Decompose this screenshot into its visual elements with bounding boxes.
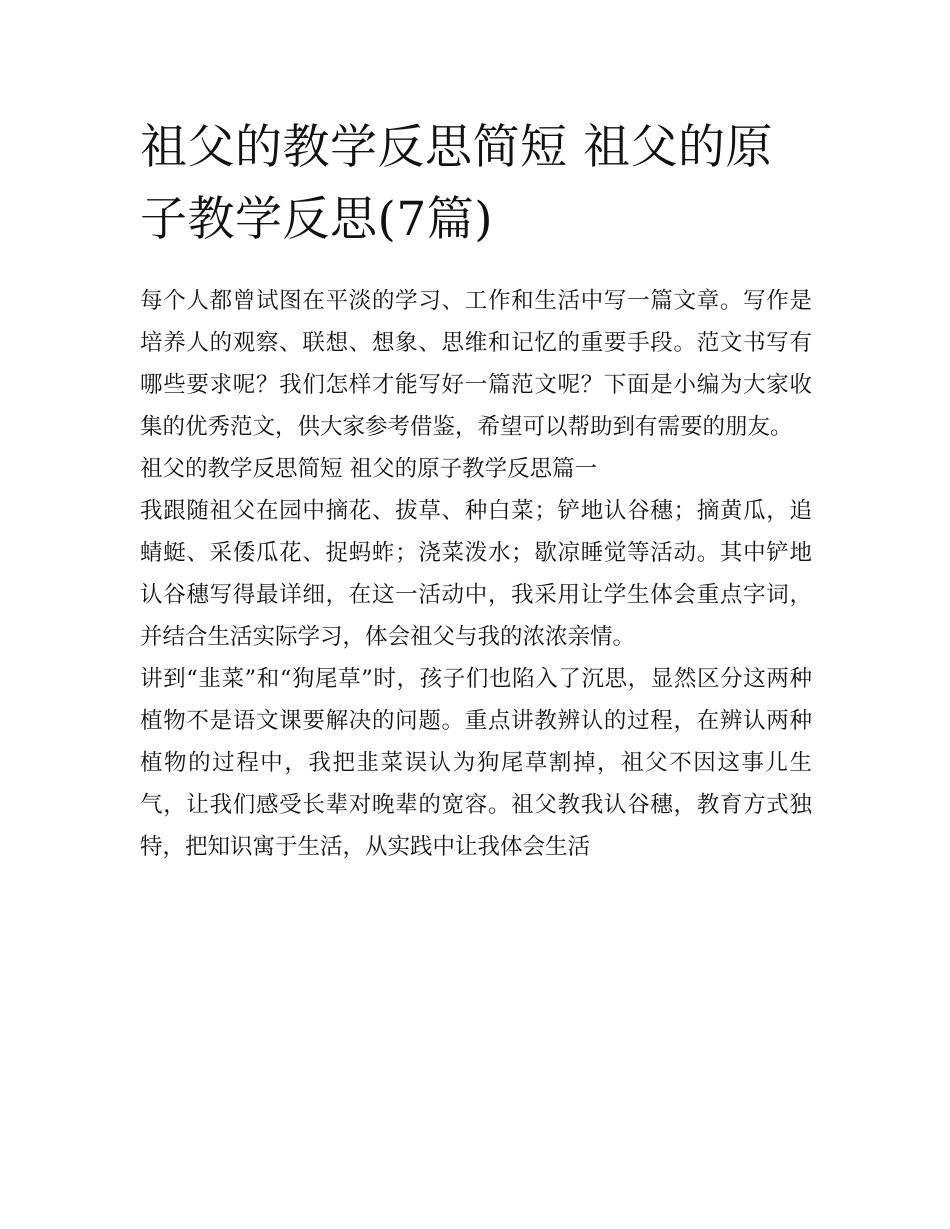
document-body — [140, 280, 812, 868]
paragraph-reflection: 讲到“韭菜”和“狗尾草”时，孩子们也陷入了沉思，显然区分这两种植物不是语文课要解决的问题。重点讲教辨认的过程，在辨认两种植物的过程中，我把韭菜误认为狗尾草割掉，祖父不因这事儿生气，让我们感受长辈对晚辈的宽容。祖父教我认谷穗，教育方式独特，把知识寓于生活，从实践中让我体会生活 — [140, 666, 812, 860]
paragraph-activities: 我跟随祖父在园中摘花、拔草、种白菜；铲地认谷穗；摘黄瓜，追蜻蜓、采倭瓜花、捉蚂蚱；浇菜泼水；歇凉睡觉等活动。其中铲地认谷穗写得最详细，在这一活动中，我采用让学生体会重点字词，并结合生活实际学习，体会祖父与我的浓浓亲情。 — [140, 498, 812, 650]
section-heading: 祖父的教学反思简短 祖父的原子教学反思篇一 — [140, 456, 598, 482]
document-title: 祖父的教学反思简短 祖父的原子教学反思(7篇) — [140, 120, 773, 247]
paragraph-intro: 每个人都曾试图在平淡的学习、工作和生活中写一篇文章。写作是培养人的观察、联想、想象、思维和记忆的重要手段。范文书写有哪些要求呢？我们怎样才能写好一篇范文呢？下面是小编为大家收集的优秀范文，供大家参考借鉴，希望可以帮助到有需要的朋友。 — [140, 288, 812, 440]
